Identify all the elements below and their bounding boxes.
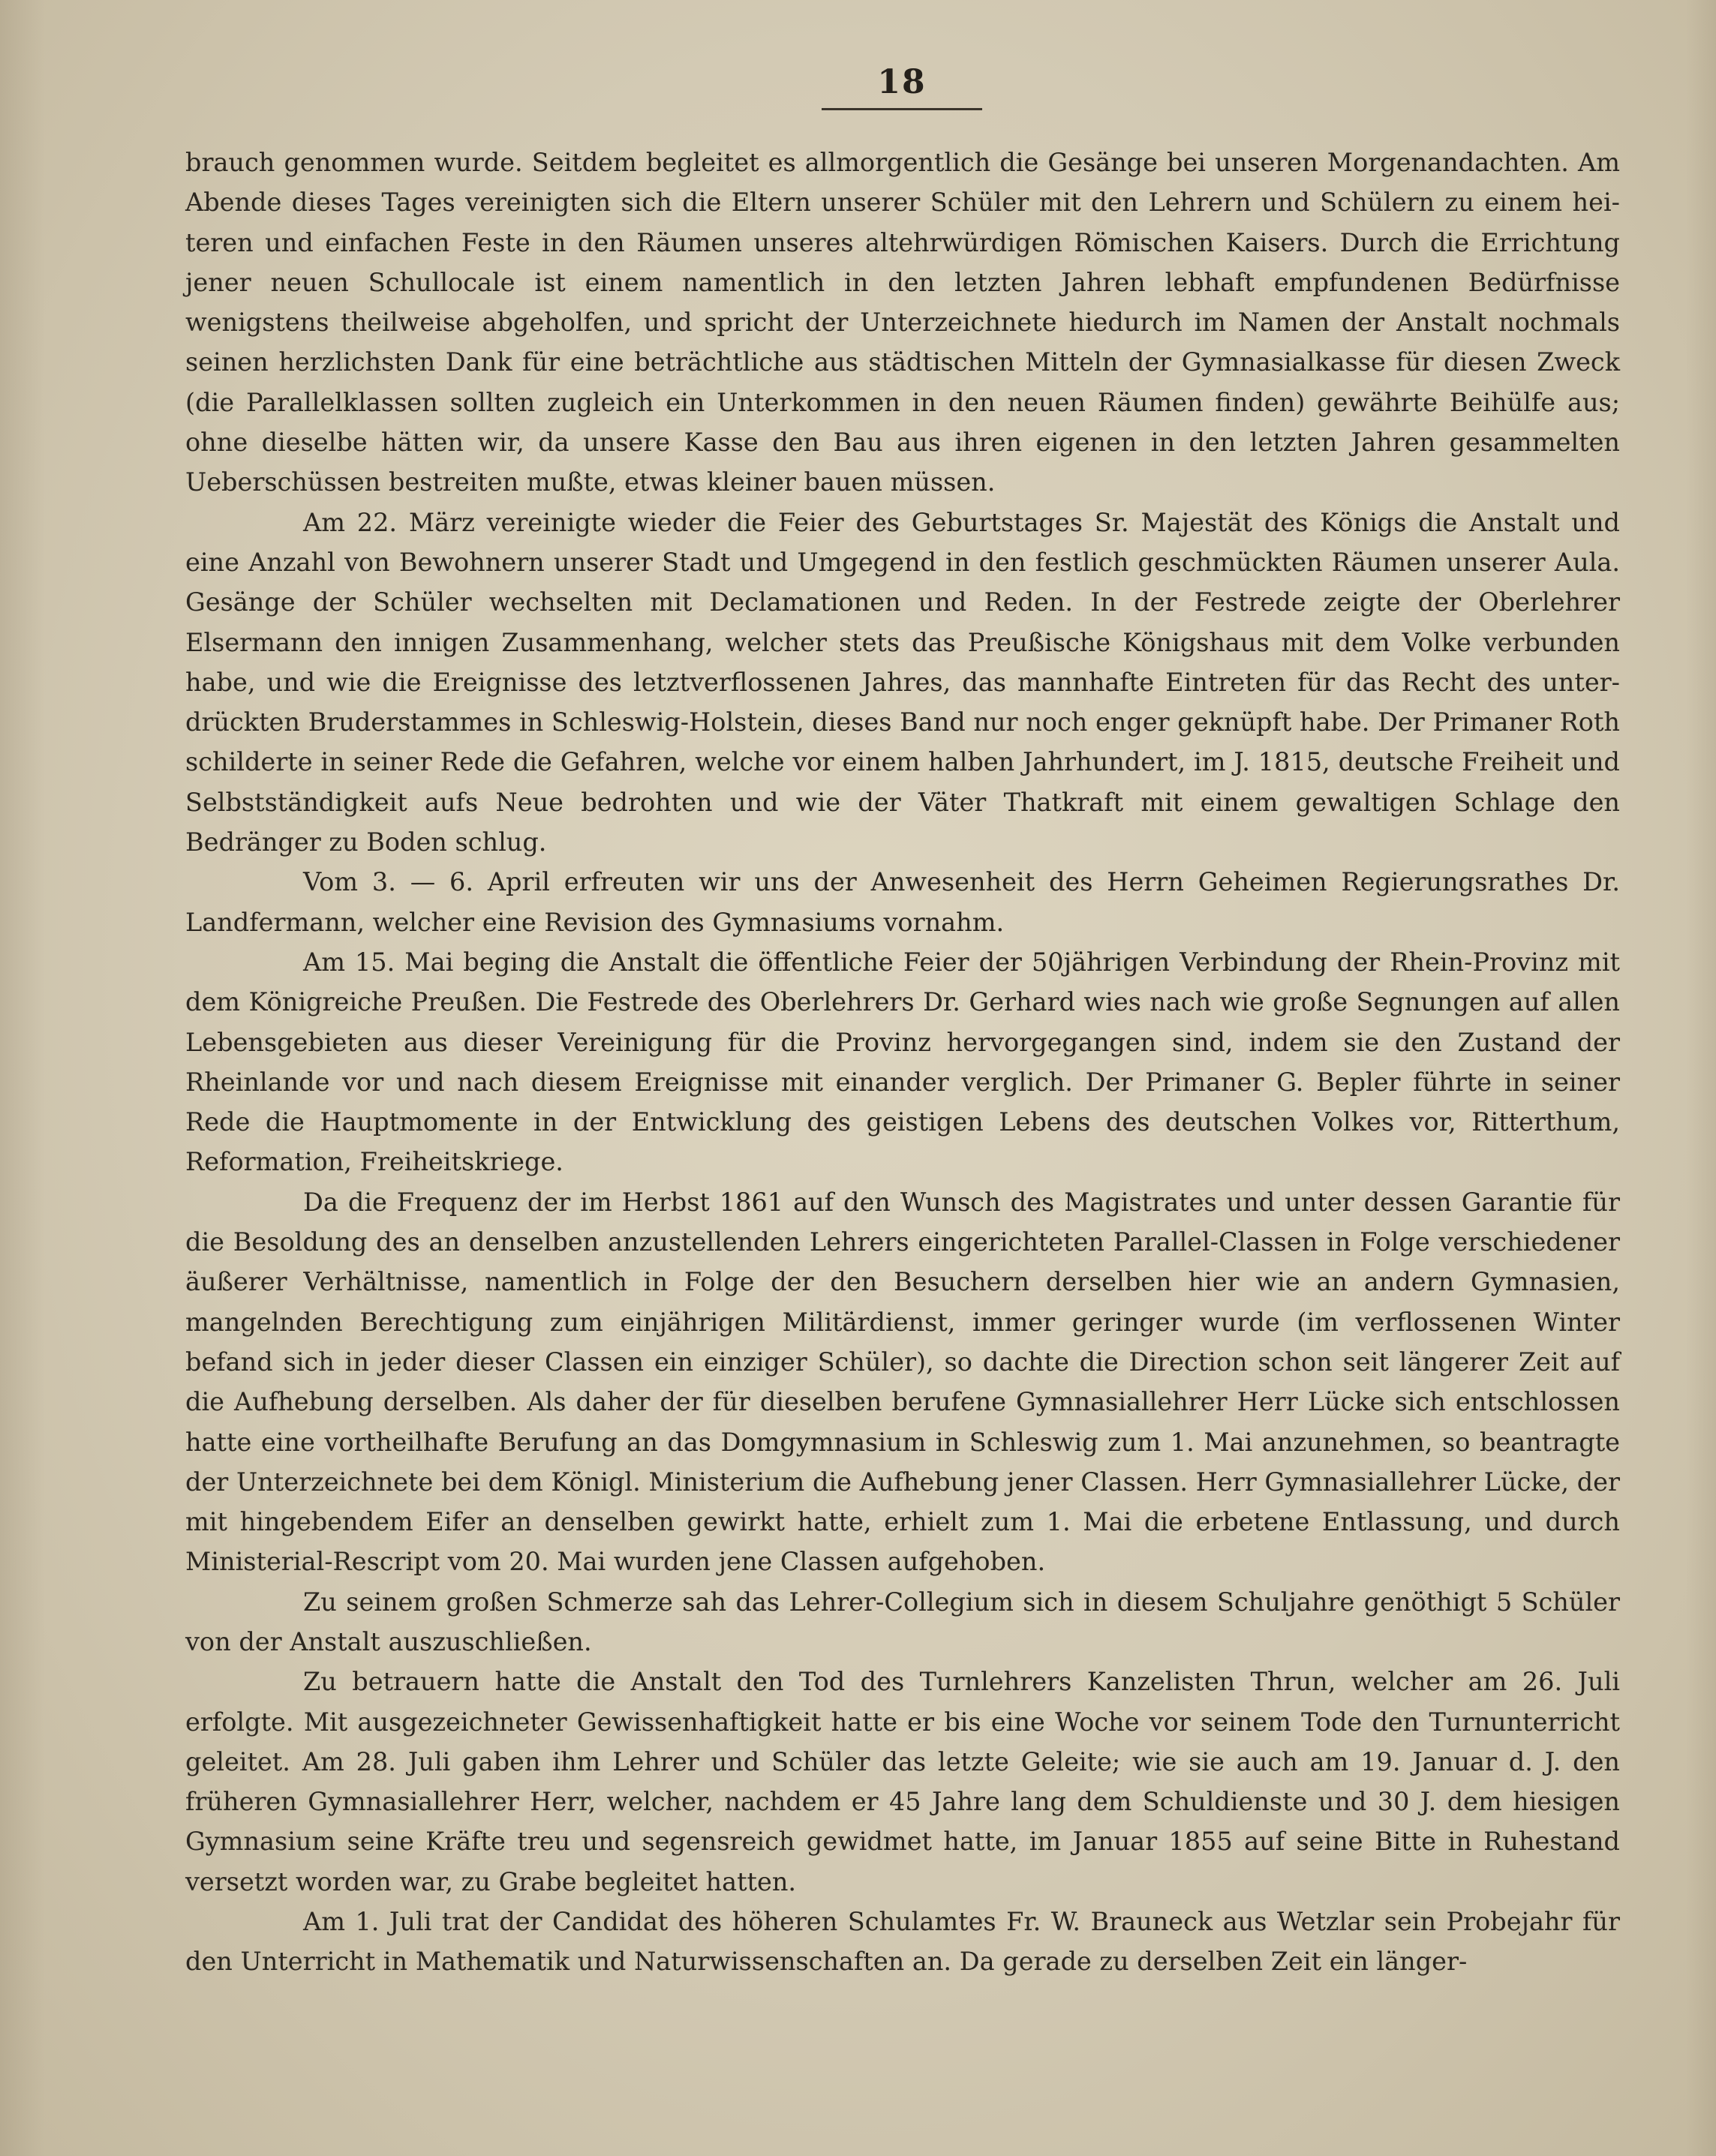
paragraph-3: Vom 3. — 6. April erfreuten wir uns der Anwesenheit des Herrn Geheimen Regierungsrathes Dr. Landfermann, welcher eine Revision des Gymnasiums vornahm. [185, 867, 1620, 937]
paragraph-4: Am 15. Mai beging die Anstalt die öffentliche Feier der 50jährigen Verbindung der Rhein-Provinz mit dem Königreiche Preußen. Die Festrede des Oberlehrers Dr. Gerhard wies nach wie große Segnungen auf allen Lebensgebieten aus dieser Vereinigung für die Provinz hervorgegangen sind, indem sie den Zustand der Rheinlande vor und nach diesem Ereignisse mit einander verglich. Der Primaner G. Bepler führte in seiner Rede die Hauptmomente in der Entwicklung des geistigen Lebens des deutschen Volkes vor, Ritterthum, Reformation, Freiheitskriege. [185, 947, 1620, 1177]
body-text [185, 143, 1620, 1982]
page-edge-shadow-left [0, 0, 45, 2156]
paragraph-5: Da die Frequenz der im Herbst 1861 auf den Wunsch des Magistrates und unter dessen Garantie für die Besoldung des an denselben anzustellenden Lehrers eingerichteten Parallel-Classen in Folge verschiedener äußerer Verhältnisse, namentlich in Folge der den Besuchern derselben hier wie an andern Gymnasien, mangelnden Berechtigung zum einjährigen Militärdienst, immer geringer wurde (im verflossenen Winter befand sich in jeder dieser Classen ein einziger Schüler), so dachte die Direction schon seit längerer Zeit auf die Aufhebung derselben. Als daher der für dieselben berufene Gymnasiallehrer Herr Lücke sich entschlossen hatte eine vortheilhafte Berufung an das Domgymnasium in Schleswig zum 1. Mai anzunehmen, so beantragte der Unterzeichnete bei dem Königl. Ministerium die Aufhebung jener Classen. Herr Gymnasiallehrer Lücke, der mit hingebendem Eifer an denselben gewirkt hatte, erhielt zum 1. Mai die erbetene Entlassung, und durch Ministerial-Rescript vom 20. Mai wurden jene Classen aufgehoben. [185, 1187, 1620, 1577]
paragraph-7: Zu betrauern hatte die Anstalt den Tod des Turnlehrers Kanzelisten Thrun, welcher am 26. Juli erfolgte. Mit ausgezeichneter Gewissenhaftigkeit hatte er bis eine Woche vor seinem Tode den Turnunterricht geleitet. Am 28. Juli gaben ihm Lehrer und Schüler das letzte Geleite; wie sie auch am 19. Januar d. J. den früheren Gymnasiallehrer Herr, welcher, nachdem er 45 Jahre lang dem Schuldienste und 30 J. dem hiesigen Gymnasium seine Kräfte treu und segensreich gewidmet hatte, im Januar 1855 auf seine Bitte in Ruhestand versetzt worden war, zu Grabe begleitet hatten. [185, 1667, 1620, 1896]
page-number: 18 [877, 63, 927, 101]
page-edge-shadow-right [1686, 0, 1716, 2156]
paragraph-6: Zu seinem großen Schmerze sah das Lehrer-Collegium sich in diesem Schuljahre genöthigt 5 Schüler von der Anstalt auszuschließen. [185, 1587, 1620, 1656]
page-header [822, 60, 982, 110]
paragraph-1: brauch genommen wurde. Seitdem begleitet es allmorgentlich die Gesänge bei unseren Morgenandachten. Am Abende dieses Tages vereinigten sich die Eltern unserer Schüler mit den Lehrern und Schülern zu einem heiteren und einfachen Feste in den Räumen unseres altehrwürdigen Römischen Kaisers. Durch die Errichtung jener neuen Schullocale ist einem namentlich in den letzten Jahren lebhaft empfundenen Bedürfnisse wenigstens theilweise abgeholfen, und spricht der Unterzeichnete hiedurch im Namen der Anstalt nochmals seinen herzlichsten Dank für eine beträchtliche aus städtischen Mitteln der Gymnasialkasse für diesen Zweck (die Parallelklassen sollten zugleich ein Unterkommen in den neuen Räumen finden) gewährte Beihülfe aus; ohne dieselbe hätten wir, da unsere Kasse den Bau aus ihren eigenen in den letzten Jahren gesammelten Ueberschüssen bestreiten mußte, etwas kleiner bauen müssen. [185, 148, 1620, 497]
paragraph-8: Am 1. Juli trat der Candidat des höheren Schulamtes Fr. W. Brauneck aus Wetzlar sein Probejahr für den Unterricht in Mathematik und Naturwissenschaften an. Da gerade zu derselben Zeit ein länger- [185, 1907, 1620, 1977]
paragraph-2: Am 22. März vereinigte wieder die Feier des Geburtstages Sr. Majestät des Königs die Anstalt und eine Anzahl von Bewohnern unserer Stadt und Umgegend in den festlich geschmückten Räumen unserer Aula. Gesänge der Schüler wechselten mit Declamationen und Reden. In der Festrede zeigte der Oberlehrer Elsermann den innigen Zusammenhang, welcher stets das Preußische Königshaus mit dem Volke verbunden habe, und wie die Ereignisse des letztverflossenen Jahres, das mannhafte Eintreten für das Recht des unterdrückten Bruderstammes in Schleswig-Holstein, dieses Band nur noch enger geknüpft habe. Der Primaner Roth schilderte in seiner Rede die Gefahren, welche vor einem halben Jahrhundert, im J. 1815, deutsche Freiheit und Selbstständigkeit aufs Neue bedrohten und wie der Väter Thatkraft mit einem gewaltigen Schlage den Bedränger zu Boden schlug. [185, 507, 1620, 857]
